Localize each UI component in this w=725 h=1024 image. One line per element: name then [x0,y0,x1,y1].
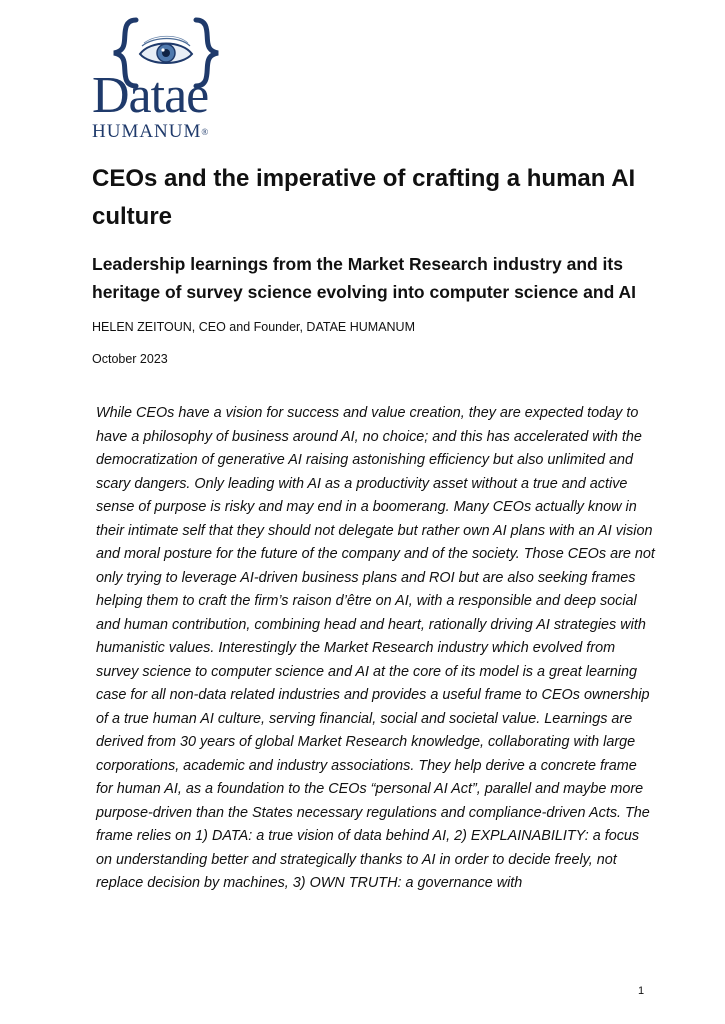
datae-humanum-logo [92,10,232,150]
document-author: HELEN ZEITOUN, CEO and Founder, DATAE HUMANUM [92,320,415,334]
logo-humanum-text [92,122,232,142]
logo-wordmark [92,67,232,142]
document-subtitle: Leadership learnings from the Market Research industry and its heritage of survey science evolving into computer science and AI [92,254,636,302]
registered-mark: ® [201,127,210,137]
document-title: CEOs and the imperative of crafting a human AI culture [92,165,636,230]
logo-datae-text: Datae [92,67,209,124]
abstract-paragraph: While CEOs have a vision for success and value creation, they are expected today to have a philosophy of business around AI, no choice; and this has accelerated with the democratization of generative AI raising astonishing efficiency but also unlimited and scary dangers. Only leading with AI as a productivity asset without a true and active sense of purpose is risky and may end in a boomerang. Many CEOs actually know in their intimate self that they should not delegate but rather own AI plans with an AI vision and moral posture for the future of the company and of the society. Those CEOs are not only trying to leverage AI-driven business plans and ROI but are also seeking frames helping them to craft the firm’s raison d’être on AI, with a responsible and deep social and human contribution, combining head and heart, rationally driving AI strategies with humanistic values. Interestingly the Market Research industry which evolved from survey science to computer science and AI at the core of its model is a great learning case for all non-data related industries and provides a useful frame to CEOs ownership of a true human AI culture, serving financial, social and societal value. Learnings are derived from 30 years of global Market Research knowledge, collaborating with large corporations, academic and industry associations. They help derive a concrete frame for human AI, as a foundation to the CEOs “personal AI Act”, parallel and maybe more purpose-driven than the States necessary regulations and compliance-driven Acts. The frame relies on 1) DATA: a true vision of data behind AI, 2) EXPLAINABILITY: a focus on understanding better and strategically thanks to AI in order to decide freely, not replace decision by machines, 3) OWN TRUTH: a governance with [96,405,655,891]
logo-humanum-word: HUMANUM [92,121,202,142]
page-number: 1 [638,985,645,997]
document-date: October 2023 [92,352,168,366]
